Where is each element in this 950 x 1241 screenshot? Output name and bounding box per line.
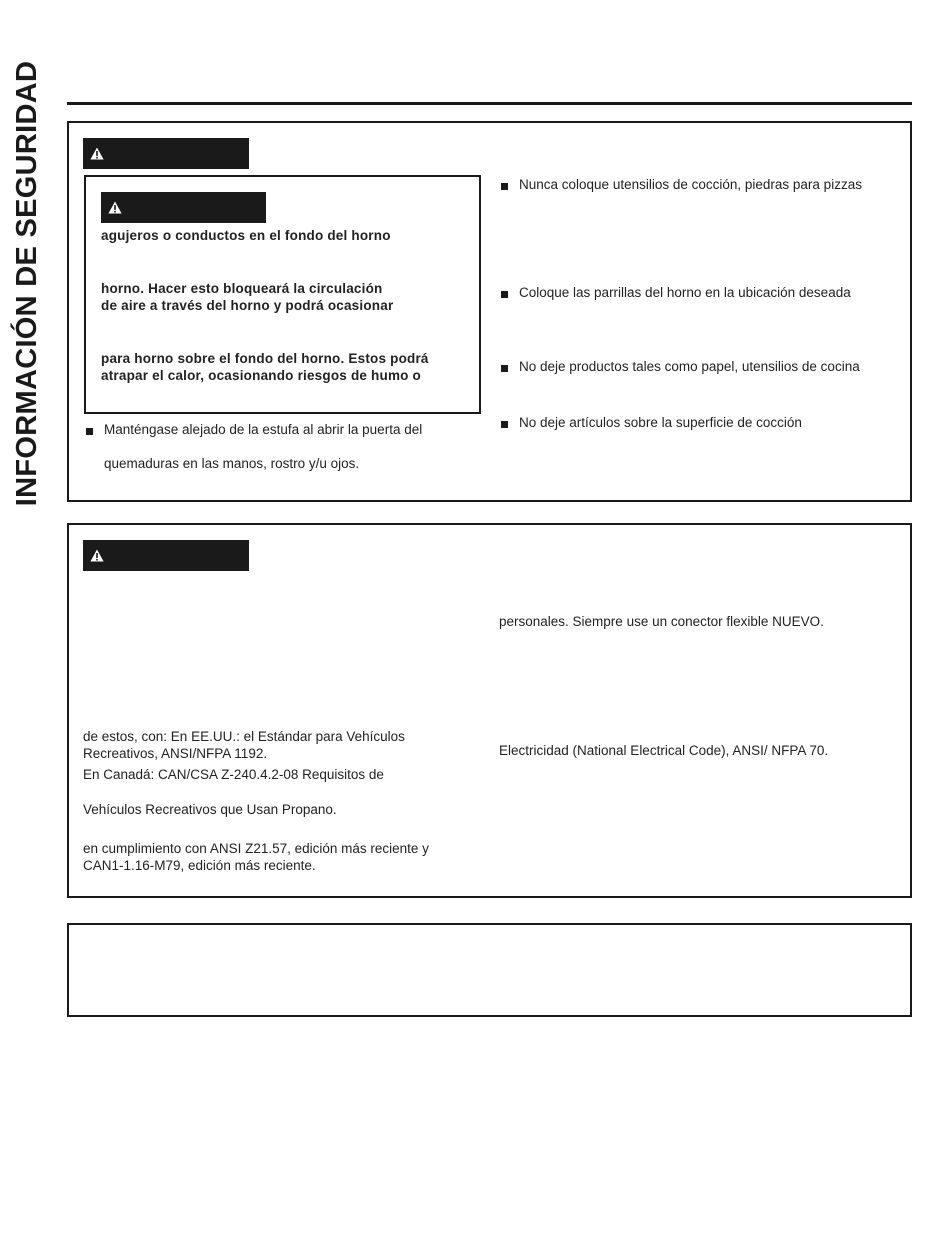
standards-line-1: de estos, con: En EE.UU.: el Estándar para Vehículos xyxy=(83,729,405,744)
safety-section-3 xyxy=(67,923,912,1017)
warning-triangle-icon xyxy=(90,147,104,160)
inner-warning-box xyxy=(84,175,481,414)
right-bullet-4: No deje artículos sobre la superficie de cocción xyxy=(519,415,802,430)
side-title xyxy=(8,38,48,528)
standards-line-4: Vehículos Recreativos que Usan Propano. xyxy=(83,802,337,817)
standards-line-5: en cumplimiento con ANSI Z21.57, edición más reciente y xyxy=(83,841,429,856)
standards-line-6: CAN1-1.16-M79, edición más reciente. xyxy=(83,858,316,873)
square-bullet xyxy=(501,421,508,428)
right-bullet-2: Coloque las parrillas del horno en la ubicación deseada xyxy=(519,285,851,300)
inner-warning-line-5: atrapar el calor, ocasionando riesgos de humo o xyxy=(101,368,421,383)
left-bullet-line-1: Manténgase alejado de la estufa al abrir la puerta del xyxy=(104,422,423,437)
electrical-code-text: Electricidad (National Electrical Code), ANSI/ NFPA 70. xyxy=(499,743,829,758)
square-bullet xyxy=(501,291,508,298)
inner-warning-line-1: agujeros o conductos en el fondo del horno xyxy=(101,228,391,243)
right-bullet-3: No deje productos tales como papel, utensilios de cocina xyxy=(519,359,860,374)
header-rule xyxy=(67,102,912,105)
standards-line-3: En Canadá: CAN/CSA Z-240.4.2-08 Requisitos de xyxy=(83,767,384,782)
standards-line-2: Recreativos, ANSI/NFPA 1192. xyxy=(83,746,268,761)
side-title-text: INFORMACIÓN DE SEGURIDAD xyxy=(11,60,44,506)
right-bullet-1: Nunca coloque utensilios de cocción, piedras para pizzas xyxy=(519,177,862,192)
inner-warning-line-4: para horno sobre el fondo del horno. Estos podrá xyxy=(101,351,429,366)
connector-text: personales. Siempre use un conector flexible NUEVO. xyxy=(499,614,824,629)
warning-tag xyxy=(83,138,249,169)
left-bullet-line-2: quemaduras en las manos, rostro y/u ojos. xyxy=(104,456,360,471)
safety-section-1 xyxy=(67,121,912,502)
warning-triangle-icon xyxy=(90,549,104,562)
safety-section-2 xyxy=(67,523,912,898)
inner-warning-line-2: horno. Hacer esto bloqueará la circulación xyxy=(101,281,383,296)
square-bullet xyxy=(501,183,508,190)
inner-warning-line-3: de aire a través del horno y podrá ocasionar xyxy=(101,298,394,313)
inner-warning-tag xyxy=(101,192,266,223)
square-bullet xyxy=(501,365,508,372)
warning-triangle-icon xyxy=(108,201,122,214)
square-bullet xyxy=(86,428,93,435)
warning-tag xyxy=(83,540,249,571)
